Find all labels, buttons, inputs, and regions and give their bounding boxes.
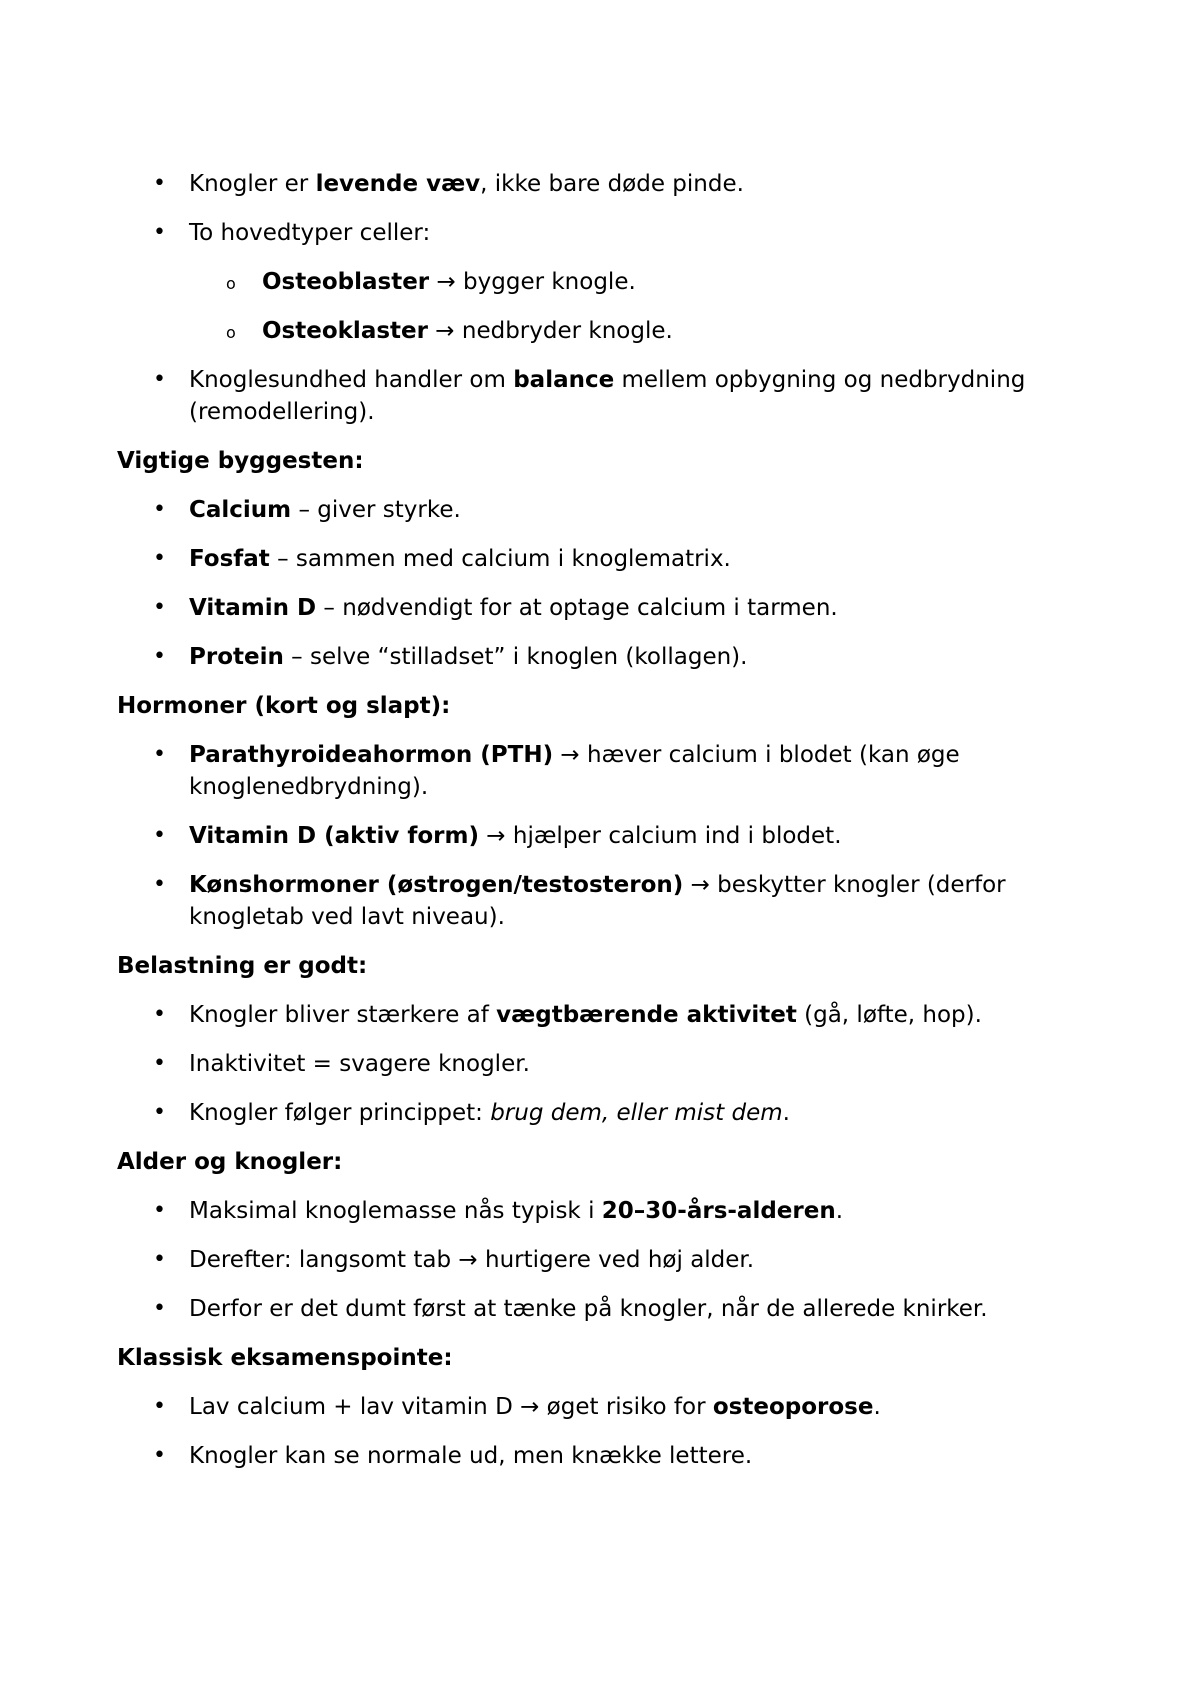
bullet-icon: • bbox=[153, 1002, 166, 1027]
section-list bbox=[117, 999, 1107, 1129]
list-item: • Vitamin D – nødvendigt for at optage calcium i tarmen. bbox=[117, 592, 1107, 624]
bullet-icon: • bbox=[153, 823, 166, 848]
list-item: • Derfor er det dumt først at tænke på knogler, når de allerede knirker. bbox=[117, 1293, 1107, 1325]
bullet-icon: • bbox=[153, 1394, 166, 1419]
section-heading: Hormoner (kort og slapt): bbox=[117, 693, 451, 719]
circle-bullet-icon: o bbox=[226, 274, 236, 293]
section-list bbox=[117, 494, 1107, 673]
sub-list-item: o Osteoklaster → nedbryder knogle. bbox=[117, 315, 1107, 347]
list-item: • Protein – selve “stilladset” i knoglen (kollagen). bbox=[117, 641, 1107, 673]
list-item: • Maksimal knoglemasse nås typisk i 20–30-års-alderen. bbox=[117, 1195, 1107, 1227]
bullet-icon: • bbox=[153, 367, 166, 392]
list-item: • Knogler bliver stærkere af vægtbærende aktivitet (gå, løfte, hop). bbox=[117, 999, 1107, 1031]
bullet-icon: • bbox=[153, 220, 166, 245]
list-item: • Kønshormoner (østrogen/testosteron) → beskytter knogler (derfor knogletab ved lavt niveau). bbox=[117, 869, 1107, 933]
section-heading: Alder og knogler: bbox=[117, 1149, 343, 1175]
bullet-icon: • bbox=[153, 872, 166, 897]
bullet-icon: • bbox=[153, 1443, 166, 1468]
bullet-icon: • bbox=[153, 1051, 166, 1076]
list-item: • Derefter: langsomt tab → hurtigere ved høj alder. bbox=[117, 1244, 1107, 1276]
list-item: • Knogler kan se normale ud, men knække lettere. bbox=[117, 1440, 1107, 1472]
section-heading: Klassisk eksamenspointe: bbox=[117, 1345, 453, 1371]
section-heading: Vigtige byggesten: bbox=[117, 448, 364, 474]
list-item: • Inaktivitet = svagere knogler. bbox=[117, 1048, 1107, 1080]
list-item: • Calcium – giver styrke. bbox=[117, 494, 1107, 526]
bullet-icon: • bbox=[153, 1296, 166, 1321]
list-item: • Fosfat – sammen med calcium i knoglematrix. bbox=[117, 543, 1107, 575]
section-list bbox=[117, 1195, 1107, 1325]
section-list bbox=[117, 739, 1107, 933]
list-item: • Knoglesundhed handler om balance mellem opbygning og nedbrydning (remodellering). bbox=[117, 364, 1107, 428]
bullet-icon: • bbox=[153, 595, 166, 620]
list-item: • Knogler følger princippet: brug dem, eller mist dem. bbox=[117, 1097, 1107, 1129]
sections-container bbox=[117, 445, 1107, 1472]
document-content bbox=[117, 168, 1107, 1489]
intro-list bbox=[117, 168, 1107, 428]
circle-bullet-icon: o bbox=[226, 323, 236, 342]
section-heading: Belastning er godt: bbox=[117, 953, 368, 979]
list-item: • To hovedtyper celler: bbox=[117, 217, 1107, 249]
bullet-icon: • bbox=[153, 644, 166, 669]
list-item: • Parathyroideahormon (PTH) → hæver calcium i blodet (kan øge knoglenedbrydning). bbox=[117, 739, 1107, 803]
bullet-icon: • bbox=[153, 1198, 166, 1223]
list-item: • Vitamin D (aktiv form) → hjælper calcium ind i blodet. bbox=[117, 820, 1107, 852]
list-item: • Knogler er levende væv, ikke bare døde pinde. bbox=[117, 168, 1107, 200]
bullet-icon: • bbox=[153, 171, 166, 196]
section-list bbox=[117, 1391, 1107, 1472]
bullet-icon: • bbox=[153, 546, 166, 571]
bullet-icon: • bbox=[153, 497, 166, 522]
bullet-icon: • bbox=[153, 1247, 166, 1272]
sub-list-item: o Osteoblaster → bygger knogle. bbox=[117, 266, 1107, 298]
bullet-icon: • bbox=[153, 1100, 166, 1125]
bullet-icon: • bbox=[153, 742, 166, 767]
list-item: • Lav calcium + lav vitamin D → øget risiko for osteoporose. bbox=[117, 1391, 1107, 1423]
